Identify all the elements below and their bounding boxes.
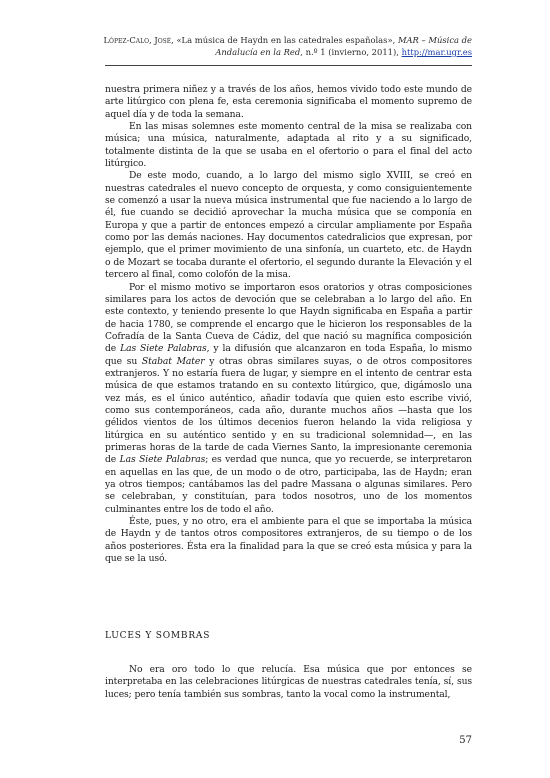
section-paragraph: No era oro todo lo que relucía. Esa música que por entonces se interpretaba en las celebraciones litúrgicas de nuestras catedrales tenía, sí, sus luces; pero tenía también sus sombras, tanto la vocal como la instrumental, (105, 664, 472, 700)
running-header: López-Calo, José, «La música de Haydn en las catedrales españolas», MAR – Música de Andalucía en la Red, n.º 1 (invierno, 2011), http://mar.ugr.es (103, 35, 472, 57)
paragraph-3: De este modo, cuando, a lo largo del mismo siglo XVIII, se creó en nuestras catedrales el nuevo concepto de orquesta, y como consiguientemente se comenzó a usar la nueva música instrumental que fue naciendo a lo largo de él, fue cuando se decidió aprovechar la mucha música que se componía en Europa y que a partir de entonces empezó a circular ampliamente por España como por las demás naciones. Hay documentos catedralicios que expresan, por ejemplo, que el primer movimiento de una sinfonía, un cuarteto, etc. de Haydn o de Mozart se tocaba durante el ofertorio, el segundo durante la Elevación y el tercero al final, como colofón de la misa. (105, 170, 472, 281)
paragraph-4-text-4: ; es verdad que nunca, que yo recuerde, se interpretaron en aquellas en las que, de un modo o de otro, participaba, las de Haydn; eran ya otros tiempos; cantábamos las del padre Massana o algunas similares. Pero se celebraban, y constituían, para todos nosotros, uno de los momentos culminantes entre los de todo el año. (105, 454, 472, 515)
main-text (105, 84, 472, 565)
work-title-stabat-mater: Stabat Mater (141, 355, 205, 367)
header-issue: n.º 1 (invierno, 2011), (305, 47, 399, 57)
work-title-siete-palabras-2: Las Siete Palabras (119, 454, 206, 466)
header-url-link[interactable]: http://mar.ugr.es (401, 47, 472, 57)
paragraph-5: Éste, pues, y no otro, era el ambiente para el que se importaba la música de Haydn y de tantos otros compositores extranjeros, de su tiempo o de los años posteriores. Ésta era la finalidad para la que se creó esta música y para la que se la usó. (105, 516, 472, 565)
paragraph-1: nuestra primera niñez y a través de los años, hemos vivido todo este mundo de arte litúrgico con plena fe, esta ceremonia significaba el momento supremo de aquel día y de toda la semana. (105, 84, 472, 120)
paragraph-4-text-1: Por el mismo motivo se importaron esos oratorios y otras composiciones similares para los actos de devoción que se celebraban a lo largo del año. En este contexto, y teniendo presente lo que Haydn significaba en España a partir de hacia 1780, se comprende el encargo que le hicieron los responsables de la Cofradía de la Santa Cueva de Cádiz, del que nació su magnífica composición de (105, 281, 472, 355)
header-title: «La música de Haydn en las catedrales españolas», (176, 35, 396, 45)
page-number: 57 (459, 735, 472, 746)
header-journal: MAR – Música de Andalucía en la Red, (215, 35, 472, 57)
paragraph-4 (105, 282, 472, 517)
paragraph-4-text-3: y otras obras similares suyas, o de otros compositores extranjeros. Y no estaría fuera de lugar, y siempre en el intento de centrar esta música de que estamos tratando en su contexto litúrgico, que, digámoslo una vez más, es el único auténtico, añadir todavía que quien esto escribe vivió, como sus contemporáneos, cada año, durante muchos años —hasta que los gélidos vientos de los últimos decenios fueron helando la vida religiosa y litúrgica en su auténtico sentido y en su tradicional solemnidad—, en las primeras horas de la tarde de cada Viernes Santo, la impresionante ceremonia de (105, 355, 472, 466)
paragraph-2: En las misas solemnes este momento central de la misa se realizaba con música; una música, naturalmente, adaptada al rito y a su significado, totalmente distinta de la que se usaba en el ofertorio o para el final del acto litúrgico. (105, 121, 472, 170)
paragraph-4-text-2: , y la difusión que alcanzaron en toda España, lo mismo que su (105, 343, 472, 367)
header-author: López-Calo, José (103, 35, 172, 45)
header-rule (105, 65, 472, 66)
work-title-siete-palabras: Las Siete Palabras (120, 343, 207, 355)
section-heading: LUCES Y SOMBRAS (105, 631, 211, 641)
